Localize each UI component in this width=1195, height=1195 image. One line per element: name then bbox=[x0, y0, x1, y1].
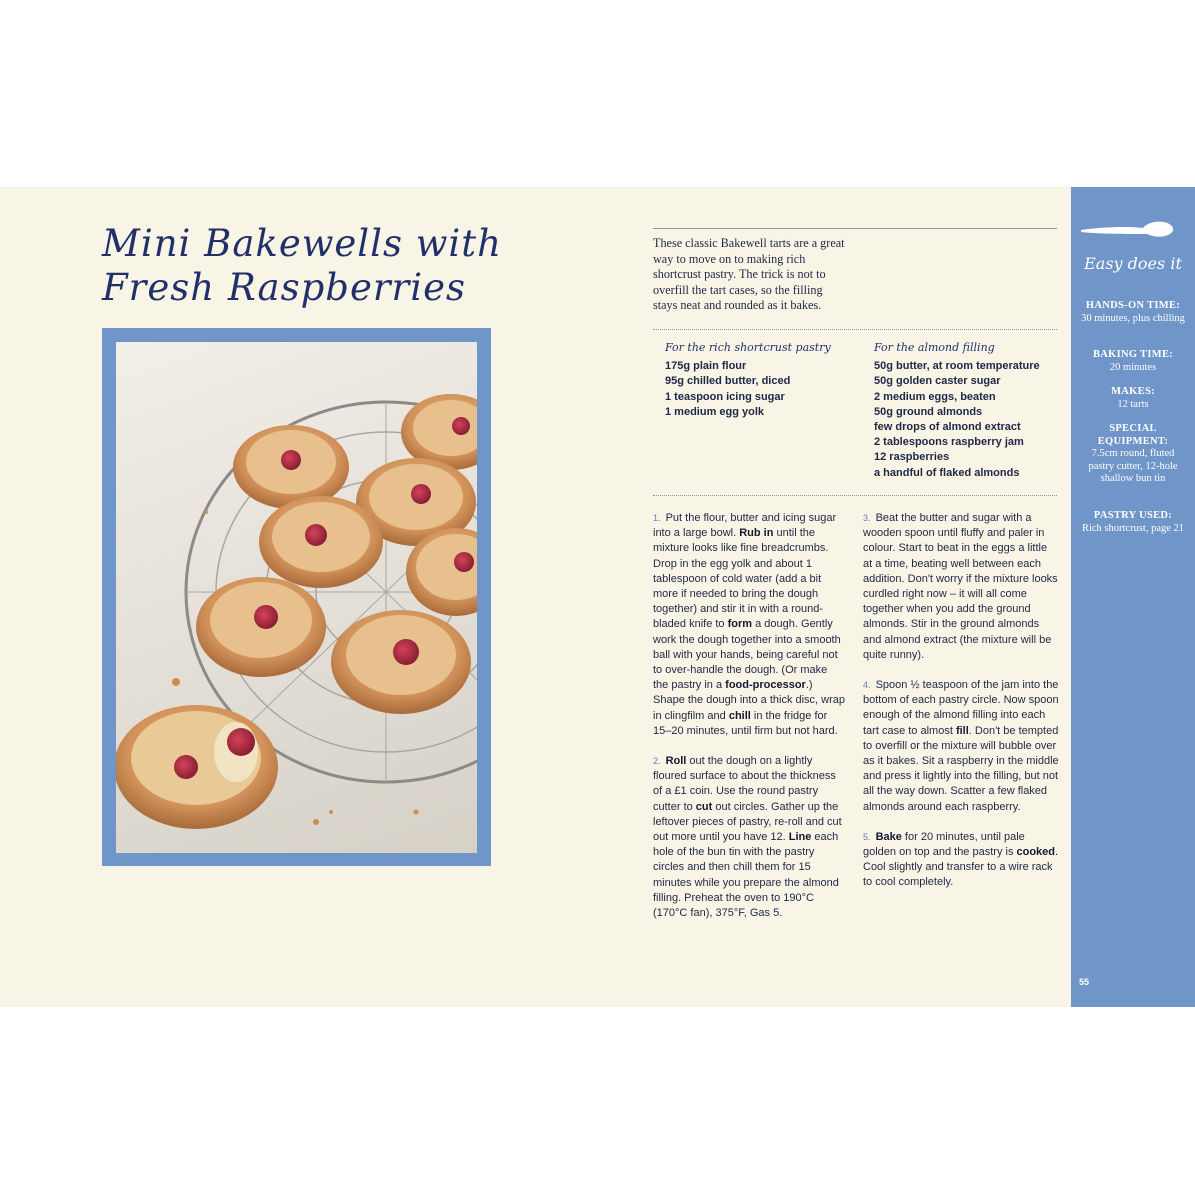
baking-time: BAKING TIME: 20 minutes bbox=[1092, 349, 1174, 373]
ingredient-item: 1 teaspoon icing sugar bbox=[665, 390, 785, 403]
recipe-intro: These classic Bakewell tarts are a great way to move on to making rich shortcrust pastry. The trick is not to overfill the tart cases, so the filling stays neat and rounded as it bakes. bbox=[653, 236, 845, 312]
ingredient-item: few drops of almond extract bbox=[874, 421, 1021, 434]
method-step-1: 1. Put the flour, butter and icing sugar into a large bowl. Rub in until the mixture looks like fine breadcrumbs. Drop in the egg yolk and about 1 tablespoon of cold water (add a bit more if needed to bring the dough together) and stir it in with a round-bladed knife to form a dough. Gently work the dough together into a smooth ball with your hands, being careful not to over-handle the dough. (Or make the pastry in a food-processor.) Shape the dough into a thick disc, wrap in clingfilm and chill in the fridge for 15–20 minutes, until firm but not hard. bbox=[653, 512, 846, 737]
title-line-1: Mini Bakewells with bbox=[102, 222, 502, 265]
page-number: 55 bbox=[1079, 977, 1090, 987]
ingredient-item: 50g golden caster sugar bbox=[874, 375, 1001, 388]
method-column-2 bbox=[863, 511, 1059, 906]
ingredient-item: 50g butter, at room temperature bbox=[874, 360, 1040, 373]
info-sidebar bbox=[1071, 187, 1195, 1007]
filling-ingredients bbox=[874, 340, 1059, 481]
divider-2 bbox=[653, 495, 1057, 496]
spoon-icon bbox=[1079, 215, 1175, 243]
method-step-4: 4. Spoon ½ teaspoon of the jam into the bottom of each pastry circle. Now spoon enough of the almond filling into each tart case to almost fill. Don't be tempted to overfill or the mixture will bubble over as it bakes. Sit a raspberry in the middle and press it lightly into the filling, but not all the way down. Scatter a few flaked almonds around each raspberry. bbox=[863, 679, 1059, 813]
ingredient-item: 1 medium egg yolk bbox=[665, 405, 765, 418]
pastry-ingredients bbox=[665, 340, 865, 420]
divider-1 bbox=[653, 329, 1057, 330]
sidebar-heading: Easy does it bbox=[1084, 254, 1182, 273]
ingredient-item: 12 raspberries bbox=[874, 451, 950, 464]
hands-on-time: HANDS-ON TIME: 30 minutes, plus chilling bbox=[1081, 300, 1185, 324]
filling-heading: For the almond filling bbox=[874, 341, 995, 354]
special-equipment: SPECIAL EQUIPMENT: 7.5cm round, fluted pastry cutter, 12-hole shallow bun tin bbox=[1088, 423, 1178, 484]
method-step-5: 5. Bake for 20 minutes, until pale golden on top and the pastry is cooked. Cool slightly and transfer to a wire rack to cool completely. bbox=[863, 830, 1059, 889]
recipe-title bbox=[102, 222, 522, 310]
ingredient-item: 175g plain flour bbox=[665, 360, 747, 373]
pastry-used: PASTRY USED: Rich shortcrust, page 21 bbox=[1081, 510, 1185, 534]
method-column-1 bbox=[653, 511, 845, 936]
ingredient-item: 2 tablespoons raspberry jam bbox=[874, 436, 1024, 449]
ingredient-item: a handful of flaked almonds bbox=[874, 466, 1020, 479]
photo-frame bbox=[102, 328, 491, 866]
bakewell-tarts-photo bbox=[116, 342, 477, 853]
top-rule bbox=[653, 228, 1057, 229]
photo-illustration bbox=[116, 342, 477, 853]
ingredient-item: 95g chilled butter, diced bbox=[665, 375, 791, 388]
makes: MAKES: 12 tarts bbox=[1111, 386, 1155, 410]
ingredient-item: 2 medium eggs, beaten bbox=[874, 390, 996, 403]
pastry-heading: For the rich shortcrust pastry bbox=[665, 341, 831, 354]
method-step-2: 2. Roll out the dough on a lightly floured surface to about the thickness of a £1 coin. Use the round pastry cutter to cut out circles. Gather up the leftover pieces of pastry, re-roll and cut out more until you have 12. Line each hole of the bun tin with the pastry circles and then chill them for 15 minutes while you prepare the almond filling. Preheat the oven to 190°C (170°C fan), 375°F, Gas 5. bbox=[653, 755, 842, 920]
title-line-2: Fresh Raspberries bbox=[102, 266, 466, 309]
method-step-3: 3. Beat the butter and sugar with a wooden spoon until fluffy and paler in colour. Start to beat in the eggs a little at a time, beating well between each addition. Don't worry if the mixture looks curdled right now – it will all come together when you add the ground almonds. Stir in the ground almonds and almond extract (the mixture will be quite runny). bbox=[863, 512, 1058, 661]
ingredient-item: 50g ground almonds bbox=[874, 405, 983, 418]
